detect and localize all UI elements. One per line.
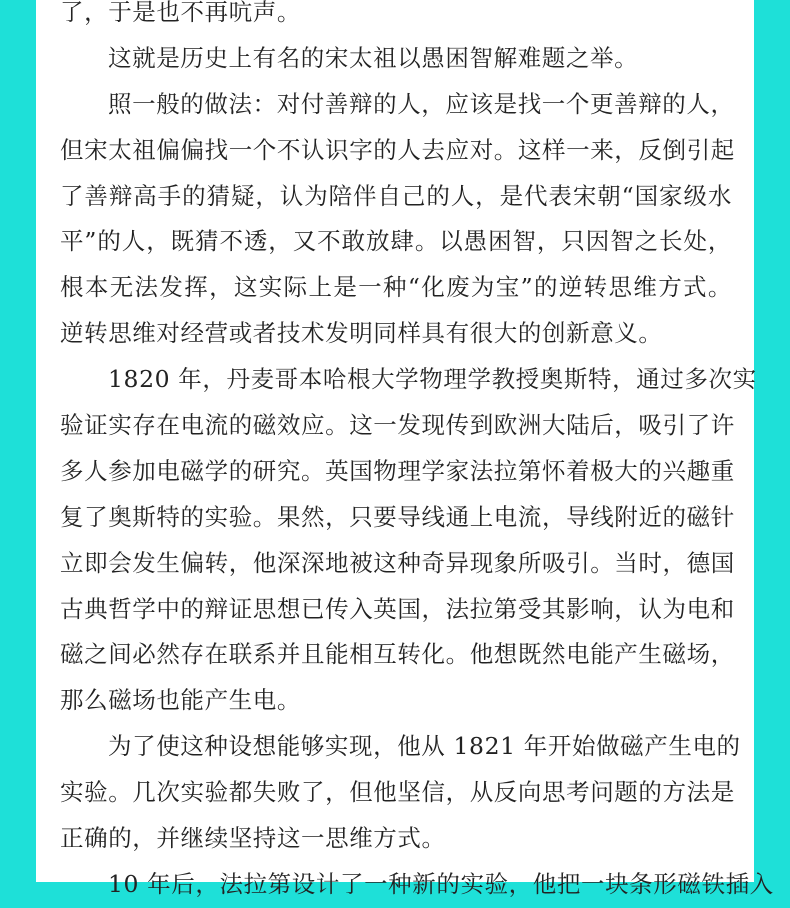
text-line: 磁之间必然存在联系并且能相互转化。他想既然电能产生磁场， (60, 640, 735, 669)
text-line: 这就是历史上有名的宋太祖以愚困智解难题之举。 (108, 43, 639, 72)
text-line: 逆转思维对经营或者技术发明同样具有很大的创新意义。 (60, 319, 663, 348)
text-line: 正确的，并继续坚持这一思维方式。 (60, 824, 446, 853)
text-line: 验证实存在电流的磁效应。这一发现传到欧洲大陆后，吸引了许 (60, 411, 735, 440)
body-text (60, 0, 774, 908)
text-line: 1820 年，丹麦哥本哈根大学物理学教授奥斯特，通过多次实 (108, 365, 757, 394)
text-line: 照一般的做法：对付善辩的人，应该是找一个更善辩的人， (108, 89, 735, 118)
text-line: 实验。几次实验都失败了，但他坚信，从反向思考问题的方法是 (60, 778, 735, 807)
text-line: 了善辩高手的猜疑，认为陪伴自己的人，是代表宋朝“国家级水 (60, 181, 732, 210)
text-line: 了，于是也不再吭声。 (60, 0, 301, 26)
text-line: 10 年后，法拉第设计了一种新的实验，他把一块条形磁铁插入 (108, 869, 774, 898)
text-line: 多人参加电磁学的研究。英国物理学家法拉第怀着极大的兴趣重 (60, 456, 735, 485)
text-line: 平”的人，既猜不透，又不敢放肆。以愚困智，只因智之长处， (60, 227, 732, 256)
book-page (36, 0, 774, 898)
text-line: 但宋太祖偏偏找一个不认识字的人去应对。这样一来，反倒引起 (60, 135, 735, 164)
text-line: 那么磁场也能产生电。 (60, 686, 301, 715)
text-line: 复了奥斯特的实验。果然，只要导线通上电流，导线附近的磁针 (60, 502, 735, 531)
text-line: 根本无法发挥，这实际上是一种“化废为宝”的逆转思维方式。 (60, 273, 732, 302)
text-line: 为了使这种设想能够实现，他从 1821 年开始做磁产生电的 (108, 732, 741, 761)
text-line: 立即会发生偏转，他深深地被这种奇异现象所吸引。当时，德国 (60, 548, 735, 577)
text-line: 古典哲学中的辩证思想已传入英国，法拉第受其影响，认为电和 (60, 594, 735, 623)
